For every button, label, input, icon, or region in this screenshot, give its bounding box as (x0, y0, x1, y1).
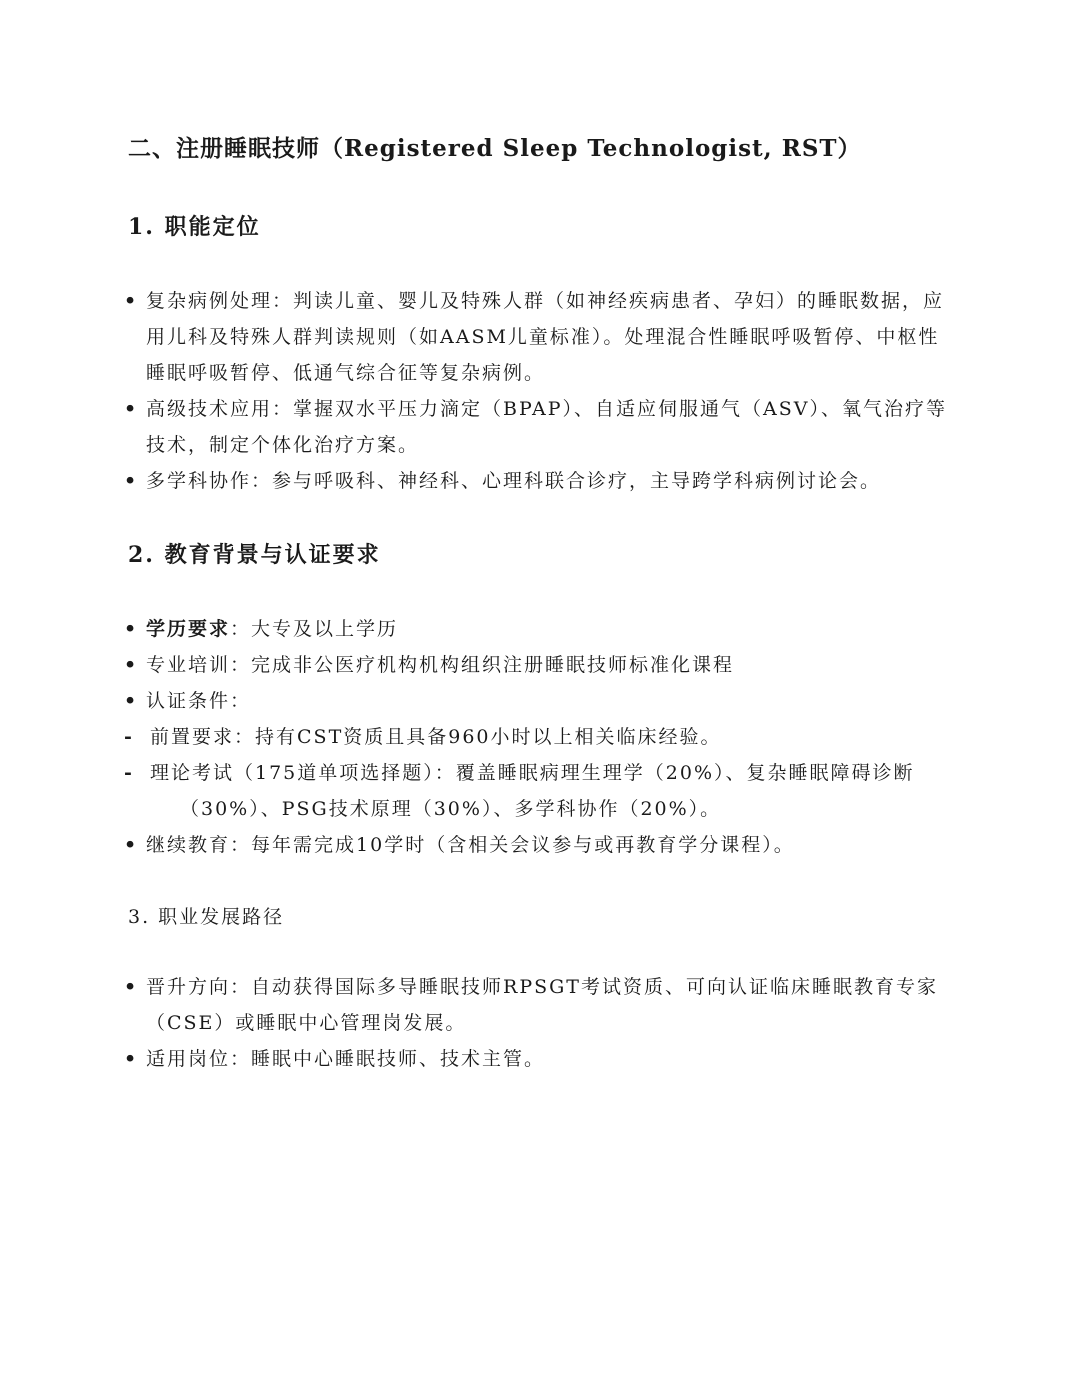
item-lead: 继续教育 (146, 834, 231, 856)
item-text-continuation: （30%）、PSG技术原理（30%）、多学科协作（20%）。 (180, 798, 722, 820)
item-lead: 专业培训 (146, 654, 231, 676)
list-item (124, 719, 954, 755)
bullet-marker: • (124, 290, 139, 312)
item-text: ：持有CST资质且具备960小时以上相关临床经验。 (234, 726, 722, 748)
item-text: ：判读儿童、婴儿及特殊人群（如神经疾病患者、孕妇）的睡眠数据，应用儿科及特殊人群判读规则（如AASM儿童标准）。处理混合性睡眠呼吸暂停、中枢性睡眠呼吸暂停、低通气综合征等复杂病例。 (146, 290, 945, 384)
dash-marker: - (124, 762, 134, 784)
bullet-marker: • (124, 618, 139, 640)
bullet-marker: • (124, 470, 139, 492)
bullet-marker: • (124, 654, 139, 676)
item-text: ：每年需完成10学时（含相关会议参与或再教育学分课程）。 (230, 834, 795, 856)
item-text: ：自动获得国际多导睡眠技师RPSGT考试资质、可向认证临床睡眠教育专家（CSE）或睡眠中心管理岗发展。 (146, 976, 938, 1034)
list-item (124, 647, 954, 683)
list-item (124, 683, 954, 719)
item-lead: 多学科协作 (146, 470, 252, 492)
item-lead: 晋升方向 (146, 976, 231, 998)
item-text: ： (230, 690, 252, 712)
item-lead: 前置要求 (150, 726, 235, 748)
item-lead: 高级技术应用 (146, 398, 273, 420)
document-title: 二、注册睡眠技师（Registered Sleep Technologist, RST） (128, 135, 862, 162)
item-text: ：完成非公医疗机构机构组织注册睡眠技师标准化课程 (230, 654, 735, 676)
section-heading-3: 3. 职业发展路径 (128, 906, 285, 928)
section-3-list (124, 969, 954, 1077)
item-text: ：覆盖睡眠病理生理学（20%）、复杂睡眠障碍诊断 (434, 762, 915, 784)
section-2-list (124, 611, 954, 863)
item-text: ：睡眠中心睡眠技师、技术主管。 (230, 1048, 546, 1070)
item-text: ：掌握双水平压力滴定（BPAP）、自适应伺服通气（ASV）、氧气治疗等技术，制定个体化治疗方案。 (146, 398, 947, 456)
item-lead: 理论考试（175道单项选择题） (150, 762, 435, 784)
item-lead: 学历要求 (146, 618, 231, 640)
bullet-marker: • (124, 398, 139, 420)
item-lead: 适用岗位 (146, 1048, 231, 1070)
list-item (124, 391, 954, 463)
dash-marker: - (124, 726, 134, 748)
bullet-marker: • (124, 834, 139, 856)
section-heading-1: 1. 职能定位 (128, 214, 261, 240)
section-heading-2: 2. 教育背景与认证要求 (128, 542, 381, 568)
item-lead: 认证条件 (146, 690, 231, 712)
section-1-list (124, 283, 954, 499)
list-item (124, 611, 954, 647)
item-lead: 复杂病例处理 (146, 290, 273, 312)
list-item (124, 755, 954, 827)
bullet-marker: • (124, 1048, 139, 1070)
list-item (124, 1041, 954, 1077)
list-item (124, 827, 954, 863)
list-item (124, 283, 954, 391)
bullet-marker: • (124, 690, 139, 712)
list-item (124, 969, 954, 1041)
bullet-marker: • (124, 976, 139, 998)
list-item (124, 463, 954, 499)
item-text: ：参与呼吸科、神经科、心理科联合诊疗，主导跨学科病例讨论会。 (251, 470, 882, 492)
item-text: ：大专及以上学历 (230, 618, 399, 640)
